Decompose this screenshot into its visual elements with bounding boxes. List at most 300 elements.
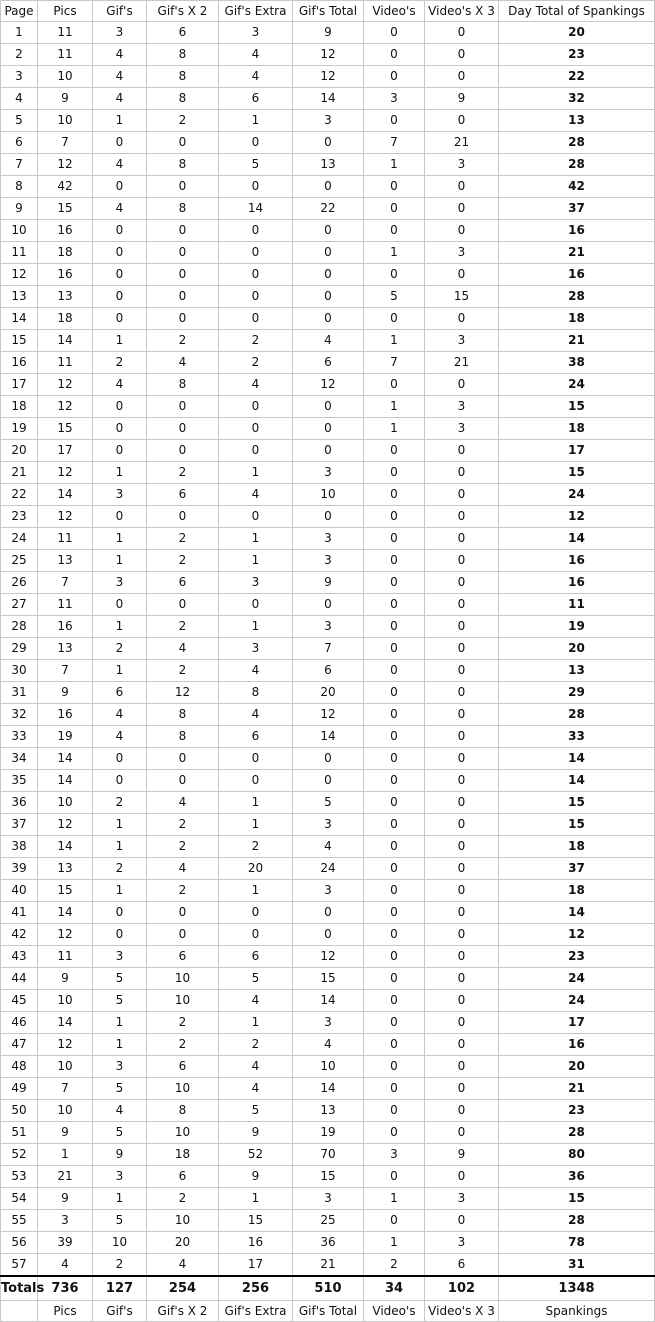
cell-videos-x3[interactable]: 3 [425,154,499,176]
cell-page[interactable]: 25 [1,550,38,572]
cell-gifs-x2[interactable]: 2 [147,1034,219,1056]
cell-videos[interactable]: 0 [364,528,425,550]
cell-gifs-x2[interactable]: 2 [147,880,219,902]
cell-gifs-extra[interactable]: 0 [219,176,293,198]
cell-gifs-x2[interactable]: 2 [147,836,219,858]
cell-gifs-total[interactable]: 70 [293,1144,364,1166]
cell-day-total[interactable]: 20 [499,22,655,44]
cell-gifs-extra[interactable]: 4 [219,484,293,506]
cell-gifs-x2[interactable]: 10 [147,968,219,990]
cell-gifs[interactable]: 0 [93,418,147,440]
cell-gifs-x2[interactable]: 0 [147,440,219,462]
cell-gifs-x2[interactable]: 0 [147,924,219,946]
cell-day-total[interactable]: 37 [499,858,655,880]
cell-day-total[interactable]: 24 [499,968,655,990]
cell-videos-x3[interactable]: 0 [425,1100,499,1122]
cell-videos-x3[interactable]: 0 [425,1078,499,1100]
cell-gifs-extra[interactable]: 0 [219,594,293,616]
cell-videos-x3[interactable]: 3 [425,330,499,352]
cell-gifs-extra[interactable]: 0 [219,264,293,286]
cell-gifs-total[interactable]: 25 [293,1210,364,1232]
cell-videos[interactable]: 0 [364,858,425,880]
cell-gifs-extra[interactable]: 0 [219,220,293,242]
cell-videos-x3[interactable]: 0 [425,1210,499,1232]
cell-videos[interactable]: 0 [364,770,425,792]
cell-gifs[interactable]: 0 [93,132,147,154]
cell-gifs[interactable]: 5 [93,968,147,990]
cell-gifs[interactable]: 4 [93,1100,147,1122]
cell-gifs[interactable]: 0 [93,902,147,924]
cell-day-total[interactable]: 80 [499,1144,655,1166]
cell-page[interactable]: 2 [1,44,38,66]
cell-pics[interactable]: 13 [38,550,93,572]
cell-gifs-total[interactable]: 0 [293,902,364,924]
cell-videos-x3[interactable]: 15 [425,286,499,308]
cell-videos[interactable]: 0 [364,880,425,902]
cell-page[interactable]: 42 [1,924,38,946]
cell-videos-x3[interactable]: 0 [425,572,499,594]
cell-videos[interactable]: 7 [364,132,425,154]
cell-gifs-total[interactable]: 21 [293,1254,364,1277]
cell-videos[interactable]: 0 [364,22,425,44]
cell-videos[interactable]: 1 [364,418,425,440]
cell-page[interactable]: 36 [1,792,38,814]
cell-videos[interactable]: 0 [364,616,425,638]
cell-day-total[interactable]: 24 [499,990,655,1012]
cell-gifs-x2[interactable]: 18 [147,1144,219,1166]
header-day-total[interactable]: Day Total of Spankings [499,1,655,22]
cell-day-total[interactable]: 21 [499,330,655,352]
cell-pics[interactable]: 9 [38,682,93,704]
cell-videos-x3[interactable]: 0 [425,1056,499,1078]
cell-gifs[interactable]: 0 [93,264,147,286]
cell-gifs[interactable]: 0 [93,440,147,462]
cell-videos[interactable]: 0 [364,462,425,484]
cell-gifs-total[interactable]: 3 [293,110,364,132]
cell-pics[interactable]: 19 [38,726,93,748]
cell-videos-x3[interactable]: 0 [425,594,499,616]
cell-day-total[interactable]: 14 [499,902,655,924]
cell-gifs-x2[interactable]: 20 [147,1232,219,1254]
cell-day-total[interactable]: 24 [499,374,655,396]
cell-videos-x3[interactable]: 0 [425,440,499,462]
cell-videos[interactable]: 3 [364,88,425,110]
cell-videos[interactable]: 0 [364,946,425,968]
cell-pics[interactable]: 11 [38,352,93,374]
cell-gifs[interactable]: 3 [93,572,147,594]
cell-gifs[interactable]: 1 [93,528,147,550]
cell-day-total[interactable]: 16 [499,264,655,286]
cell-page[interactable]: 45 [1,990,38,1012]
cell-gifs-total[interactable]: 6 [293,352,364,374]
cell-page[interactable]: 9 [1,198,38,220]
cell-videos-x3[interactable]: 21 [425,132,499,154]
cell-videos-x3[interactable]: 0 [425,704,499,726]
cell-videos-x3[interactable]: 6 [425,1254,499,1277]
cell-day-total[interactable]: 16 [499,1034,655,1056]
cell-page[interactable]: 3 [1,66,38,88]
cell-gifs-total[interactable]: 0 [293,242,364,264]
cell-gifs-total[interactable]: 3 [293,1012,364,1034]
cell-videos[interactable]: 0 [364,1012,425,1034]
cell-day-total[interactable]: 17 [499,440,655,462]
cell-page[interactable]: 23 [1,506,38,528]
cell-gifs[interactable]: 2 [93,858,147,880]
cell-day-total[interactable]: 12 [499,506,655,528]
footer-blank[interactable] [1,1301,38,1322]
cell-gifs[interactable]: 1 [93,330,147,352]
cell-gifs-total[interactable]: 0 [293,396,364,418]
cell-day-total[interactable]: 15 [499,792,655,814]
cell-videos[interactable]: 3 [364,1144,425,1166]
cell-page[interactable]: 21 [1,462,38,484]
cell-page[interactable]: 54 [1,1188,38,1210]
cell-gifs-x2[interactable]: 6 [147,22,219,44]
cell-pics[interactable]: 13 [38,286,93,308]
totals-videos-x3[interactable]: 102 [425,1276,499,1301]
cell-gifs-total[interactable]: 3 [293,814,364,836]
cell-gifs[interactable]: 0 [93,506,147,528]
cell-videos-x3[interactable]: 3 [425,396,499,418]
cell-gifs-total[interactable]: 7 [293,638,364,660]
header-videos-x3[interactable]: Video's X 3 [425,1,499,22]
cell-pics[interactable]: 11 [38,528,93,550]
cell-videos-x3[interactable]: 0 [425,968,499,990]
cell-videos-x3[interactable]: 3 [425,1188,499,1210]
cell-gifs-extra[interactable]: 0 [219,902,293,924]
totals-gifs-extra[interactable]: 256 [219,1276,293,1301]
cell-gifs-extra[interactable]: 3 [219,638,293,660]
cell-gifs-total[interactable]: 0 [293,594,364,616]
cell-pics[interactable]: 16 [38,220,93,242]
cell-day-total[interactable]: 18 [499,880,655,902]
totals-label[interactable]: Totals [1,1276,38,1301]
cell-page[interactable]: 10 [1,220,38,242]
cell-pics[interactable]: 12 [38,396,93,418]
cell-videos-x3[interactable]: 0 [425,660,499,682]
footer-spankings[interactable]: Spankings [499,1301,655,1322]
cell-pics[interactable]: 14 [38,836,93,858]
cell-page[interactable]: 7 [1,154,38,176]
cell-pics[interactable]: 7 [38,572,93,594]
cell-videos[interactable]: 0 [364,66,425,88]
cell-gifs[interactable]: 5 [93,990,147,1012]
cell-videos[interactable]: 0 [364,1122,425,1144]
cell-day-total[interactable]: 20 [499,638,655,660]
cell-page[interactable]: 56 [1,1232,38,1254]
cell-pics[interactable]: 14 [38,770,93,792]
cell-gifs-total[interactable]: 5 [293,792,364,814]
cell-gifs-total[interactable]: 12 [293,946,364,968]
cell-page[interactable]: 6 [1,132,38,154]
cell-gifs-extra[interactable]: 1 [219,814,293,836]
cell-pics[interactable]: 12 [38,154,93,176]
cell-gifs-total[interactable]: 3 [293,550,364,572]
cell-gifs-x2[interactable]: 6 [147,484,219,506]
cell-pics[interactable]: 10 [38,990,93,1012]
cell-pics[interactable]: 11 [38,594,93,616]
cell-gifs-x2[interactable]: 8 [147,88,219,110]
cell-gifs-extra[interactable]: 1 [219,1188,293,1210]
cell-pics[interactable]: 16 [38,704,93,726]
cell-videos-x3[interactable]: 3 [425,418,499,440]
cell-videos[interactable]: 0 [364,638,425,660]
cell-pics[interactable]: 42 [38,176,93,198]
cell-gifs-x2[interactable]: 0 [147,418,219,440]
cell-gifs-extra[interactable]: 0 [219,770,293,792]
cell-videos-x3[interactable]: 0 [425,770,499,792]
cell-videos[interactable]: 1 [364,330,425,352]
cell-day-total[interactable]: 14 [499,528,655,550]
cell-gifs-total[interactable]: 36 [293,1232,364,1254]
cell-gifs[interactable]: 1 [93,1188,147,1210]
cell-page[interactable]: 41 [1,902,38,924]
cell-gifs-x2[interactable]: 2 [147,110,219,132]
cell-gifs-x2[interactable]: 8 [147,44,219,66]
cell-day-total[interactable]: 14 [499,770,655,792]
cell-gifs[interactable]: 5 [93,1078,147,1100]
cell-page[interactable]: 55 [1,1210,38,1232]
cell-gifs-total[interactable]: 19 [293,1122,364,1144]
cell-videos[interactable]: 0 [364,506,425,528]
cell-page[interactable]: 22 [1,484,38,506]
cell-gifs-extra[interactable]: 9 [219,1166,293,1188]
cell-gifs-x2[interactable]: 0 [147,748,219,770]
cell-videos-x3[interactable]: 0 [425,198,499,220]
cell-videos[interactable]: 0 [364,484,425,506]
cell-gifs[interactable]: 4 [93,704,147,726]
cell-videos-x3[interactable]: 0 [425,1122,499,1144]
cell-gifs-extra[interactable]: 4 [219,1078,293,1100]
cell-page[interactable]: 26 [1,572,38,594]
cell-videos[interactable]: 0 [364,704,425,726]
footer-pics[interactable]: Pics [38,1301,93,1322]
cell-gifs[interactable]: 0 [93,594,147,616]
cell-videos[interactable]: 0 [364,1100,425,1122]
footer-videos[interactable]: Video's [364,1301,425,1322]
cell-gifs-x2[interactable]: 8 [147,198,219,220]
cell-gifs-extra[interactable]: 0 [219,506,293,528]
cell-gifs-extra[interactable]: 20 [219,858,293,880]
cell-gifs-total[interactable]: 13 [293,154,364,176]
cell-gifs-x2[interactable]: 4 [147,792,219,814]
cell-gifs-extra[interactable]: 0 [219,440,293,462]
cell-pics[interactable]: 10 [38,792,93,814]
cell-gifs-extra[interactable]: 1 [219,1012,293,1034]
cell-day-total[interactable]: 18 [499,836,655,858]
cell-gifs[interactable]: 0 [93,220,147,242]
cell-gifs-total[interactable]: 0 [293,418,364,440]
cell-day-total[interactable]: 17 [499,1012,655,1034]
cell-gifs-x2[interactable]: 8 [147,1100,219,1122]
cell-gifs-total[interactable]: 4 [293,836,364,858]
cell-page[interactable]: 31 [1,682,38,704]
totals-videos[interactable]: 34 [364,1276,425,1301]
cell-day-total[interactable]: 78 [499,1232,655,1254]
cell-gifs-total[interactable]: 9 [293,22,364,44]
cell-gifs-x2[interactable]: 10 [147,1210,219,1232]
cell-page[interactable]: 24 [1,528,38,550]
cell-gifs-total[interactable]: 13 [293,1100,364,1122]
cell-gifs-x2[interactable]: 0 [147,242,219,264]
cell-gifs-extra[interactable]: 6 [219,88,293,110]
cell-pics[interactable]: 14 [38,1012,93,1034]
cell-gifs-extra[interactable]: 2 [219,330,293,352]
cell-day-total[interactable]: 15 [499,462,655,484]
cell-videos-x3[interactable]: 0 [425,616,499,638]
cell-pics[interactable]: 7 [38,132,93,154]
cell-page[interactable]: 47 [1,1034,38,1056]
cell-pics[interactable]: 12 [38,462,93,484]
cell-videos[interactable]: 0 [364,902,425,924]
cell-page[interactable]: 16 [1,352,38,374]
cell-gifs-x2[interactable]: 2 [147,814,219,836]
cell-gifs-extra[interactable]: 4 [219,990,293,1012]
cell-gifs[interactable]: 0 [93,308,147,330]
cell-page[interactable]: 48 [1,1056,38,1078]
cell-gifs-extra[interactable]: 0 [219,132,293,154]
cell-page[interactable]: 5 [1,110,38,132]
cell-gifs[interactable]: 1 [93,880,147,902]
cell-pics[interactable]: 12 [38,814,93,836]
cell-gifs-extra[interactable]: 9 [219,1122,293,1144]
cell-gifs-total[interactable]: 22 [293,198,364,220]
cell-videos[interactable]: 0 [364,1034,425,1056]
cell-page[interactable]: 17 [1,374,38,396]
cell-gifs-x2[interactable]: 0 [147,902,219,924]
cell-gifs-extra[interactable]: 0 [219,286,293,308]
cell-gifs-total[interactable]: 0 [293,506,364,528]
cell-page[interactable]: 11 [1,242,38,264]
header-gifs-extra[interactable]: Gif's Extra [219,1,293,22]
cell-pics[interactable]: 12 [38,924,93,946]
cell-day-total[interactable]: 28 [499,1122,655,1144]
cell-pics[interactable]: 7 [38,660,93,682]
cell-videos[interactable]: 0 [364,968,425,990]
cell-videos-x3[interactable]: 0 [425,550,499,572]
cell-pics[interactable]: 10 [38,1056,93,1078]
cell-videos-x3[interactable]: 0 [425,176,499,198]
cell-videos-x3[interactable]: 0 [425,22,499,44]
cell-day-total[interactable]: 32 [499,88,655,110]
cell-pics[interactable]: 15 [38,198,93,220]
footer-videos-x3[interactable]: Video's X 3 [425,1301,499,1322]
cell-videos-x3[interactable]: 0 [425,814,499,836]
cell-gifs[interactable]: 1 [93,836,147,858]
cell-pics[interactable]: 9 [38,1122,93,1144]
cell-videos-x3[interactable]: 0 [425,792,499,814]
cell-pics[interactable]: 21 [38,1166,93,1188]
cell-day-total[interactable]: 22 [499,66,655,88]
cell-page[interactable]: 57 [1,1254,38,1277]
cell-videos-x3[interactable]: 0 [425,506,499,528]
cell-gifs-total[interactable]: 0 [293,286,364,308]
cell-videos[interactable]: 0 [364,572,425,594]
cell-gifs-total[interactable]: 15 [293,1166,364,1188]
header-pics[interactable]: Pics [38,1,93,22]
cell-gifs[interactable]: 0 [93,770,147,792]
cell-day-total[interactable]: 28 [499,286,655,308]
cell-page[interactable]: 35 [1,770,38,792]
cell-gifs-extra[interactable]: 6 [219,946,293,968]
cell-gifs-x2[interactable]: 8 [147,374,219,396]
cell-videos-x3[interactable]: 0 [425,220,499,242]
cell-gifs-x2[interactable]: 4 [147,858,219,880]
cell-page[interactable]: 40 [1,880,38,902]
cell-pics[interactable]: 11 [38,22,93,44]
cell-videos[interactable]: 1 [364,1232,425,1254]
cell-videos[interactable]: 0 [364,198,425,220]
cell-page[interactable]: 37 [1,814,38,836]
totals-spankings[interactable]: 1348 [499,1276,655,1301]
cell-gifs-extra[interactable]: 4 [219,44,293,66]
cell-gifs-x2[interactable]: 0 [147,396,219,418]
cell-videos[interactable]: 0 [364,1166,425,1188]
cell-gifs-x2[interactable]: 4 [147,352,219,374]
cell-gifs-x2[interactable]: 0 [147,308,219,330]
totals-gifs-x2[interactable]: 254 [147,1276,219,1301]
cell-gifs-extra[interactable]: 16 [219,1232,293,1254]
cell-page[interactable]: 1 [1,22,38,44]
cell-gifs[interactable]: 3 [93,22,147,44]
cell-day-total[interactable]: 18 [499,308,655,330]
cell-day-total[interactable]: 11 [499,594,655,616]
cell-videos-x3[interactable]: 0 [425,110,499,132]
cell-gifs-x2[interactable]: 2 [147,1012,219,1034]
cell-videos-x3[interactable]: 0 [425,308,499,330]
cell-videos-x3[interactable]: 0 [425,748,499,770]
cell-page[interactable]: 20 [1,440,38,462]
cell-gifs-extra[interactable]: 17 [219,1254,293,1277]
cell-gifs-x2[interactable]: 10 [147,1122,219,1144]
cell-gifs[interactable]: 5 [93,1210,147,1232]
cell-gifs-extra[interactable]: 4 [219,704,293,726]
cell-gifs[interactable]: 9 [93,1144,147,1166]
cell-page[interactable]: 32 [1,704,38,726]
cell-page[interactable]: 15 [1,330,38,352]
cell-gifs[interactable]: 0 [93,924,147,946]
cell-gifs-total[interactable]: 12 [293,704,364,726]
cell-gifs-x2[interactable]: 4 [147,1254,219,1277]
cell-day-total[interactable]: 21 [499,1078,655,1100]
cell-gifs-extra[interactable]: 0 [219,308,293,330]
cell-gifs-extra[interactable]: 5 [219,154,293,176]
cell-videos[interactable]: 0 [364,220,425,242]
cell-videos-x3[interactable]: 0 [425,990,499,1012]
cell-pics[interactable]: 17 [38,440,93,462]
cell-gifs-extra[interactable]: 6 [219,726,293,748]
cell-gifs-extra[interactable]: 5 [219,1100,293,1122]
cell-page[interactable]: 53 [1,1166,38,1188]
cell-gifs-extra[interactable]: 4 [219,66,293,88]
cell-videos-x3[interactable]: 3 [425,242,499,264]
cell-gifs-total[interactable]: 9 [293,572,364,594]
cell-videos[interactable]: 0 [364,44,425,66]
cell-gifs[interactable]: 2 [93,792,147,814]
cell-videos[interactable]: 0 [364,1078,425,1100]
cell-gifs-extra[interactable]: 3 [219,572,293,594]
cell-videos[interactable]: 0 [364,308,425,330]
cell-gifs-extra[interactable]: 14 [219,198,293,220]
cell-videos-x3[interactable]: 0 [425,1034,499,1056]
cell-gifs-total[interactable]: 3 [293,880,364,902]
cell-gifs-extra[interactable]: 4 [219,374,293,396]
cell-videos-x3[interactable]: 0 [425,374,499,396]
cell-gifs-total[interactable]: 14 [293,990,364,1012]
cell-videos[interactable]: 0 [364,726,425,748]
cell-videos-x3[interactable]: 0 [425,638,499,660]
cell-day-total[interactable]: 28 [499,704,655,726]
